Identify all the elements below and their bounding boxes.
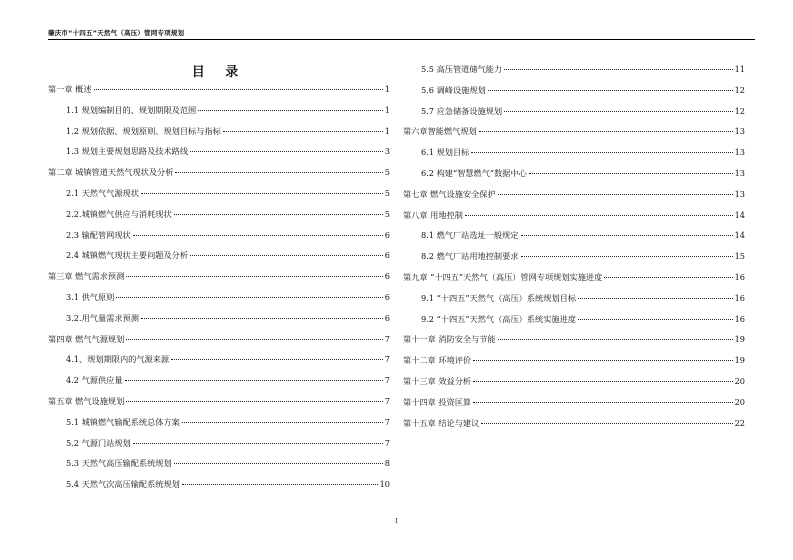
dot-leader — [529, 173, 733, 174]
dot-leader — [465, 215, 733, 216]
toc-entry-chapter[interactable] — [403, 334, 745, 355]
dot-leader — [126, 339, 382, 340]
toc-entry-chapter[interactable] — [403, 189, 745, 210]
toc-entry-section[interactable] — [48, 250, 390, 271]
toc-entry-page: 13 — [734, 167, 745, 178]
toc-entry-section[interactable] — [48, 230, 390, 251]
toc-entry-text: 第九章 “十四五”天然气（高压）管网专项规划实施进度 — [403, 271, 603, 282]
toc-entry-text: 第八章 用地控制 — [403, 209, 463, 220]
toc-entry-section[interactable] — [403, 168, 745, 189]
toc-entry-text: 4.2 气源供应量 — [66, 375, 123, 386]
toc-entry-section[interactable] — [403, 106, 745, 127]
toc-entry-page: 16 — [734, 271, 745, 282]
toc-entry-chapter[interactable] — [48, 396, 390, 417]
dot-leader — [521, 235, 733, 236]
toc-entry-text: 6.1 规划目标 — [421, 147, 470, 158]
toc-entry-section[interactable] — [403, 64, 745, 85]
toc-entry-text: 2.2.城镇燃气供应与消耗现状 — [66, 208, 172, 219]
toc-entry-text: 3.2.用气量需求预测 — [66, 312, 139, 323]
dot-leader — [498, 339, 733, 340]
toc-entry-page: 19 — [734, 334, 745, 345]
toc-entry-chapter[interactable] — [48, 271, 390, 292]
dot-leader — [126, 401, 382, 402]
toc-entry-section[interactable] — [48, 438, 390, 459]
toc-entry-page: 14 — [734, 209, 745, 220]
dot-leader — [174, 463, 383, 464]
header-rule — [48, 39, 755, 40]
dot-leader — [473, 360, 732, 361]
toc-entry-text: 5.4 天然气次高压输配系统规划 — [66, 479, 180, 490]
document-header: 肇庆市“十四五”天然气（高压）管网专项规划 — [48, 29, 185, 37]
toc-entry-page: 7 — [384, 375, 390, 386]
dot-leader — [578, 319, 733, 320]
toc-entry-page: 13 — [734, 126, 745, 137]
toc-entry-text: 2.3 输配管网现状 — [66, 229, 131, 240]
dot-leader — [473, 381, 732, 382]
toc-entry-page: 20 — [734, 396, 745, 407]
toc-entry-text: 2.1 天然气气源现状 — [66, 187, 139, 198]
toc-entry-page: 1 — [384, 125, 390, 136]
toc-entry-page: 10 — [379, 479, 390, 490]
toc-entry-page: 19 — [734, 355, 745, 366]
toc-entry-text: 5.1 城镇燃气输配系统总体方案 — [66, 416, 180, 427]
toc-entry-text: 第五章 燃气设施规划 — [48, 395, 125, 406]
toc-entry-page: 22 — [734, 417, 745, 428]
toc-entry-chapter[interactable] — [403, 376, 745, 397]
toc-entry-page: 6 — [384, 291, 390, 302]
toc-entry-page: 6 — [384, 271, 390, 282]
toc-entry-text: 第十四章 投资匡算 — [403, 396, 472, 407]
dot-leader — [504, 111, 732, 112]
toc-entry-text: 5.7 应急储备设施规划 — [421, 105, 503, 116]
toc-entry-page: 1 — [384, 84, 390, 94]
toc-left-column — [48, 84, 390, 500]
toc-entry-section[interactable] — [48, 105, 390, 126]
toc-entry-chapter[interactable] — [403, 418, 745, 439]
toc-entry-page: 13 — [734, 188, 745, 199]
toc-entry-page: 5 — [384, 167, 390, 178]
toc-entry-section[interactable] — [48, 188, 390, 209]
toc-entry-text: 1.2 规划依据、规划原则、规划目标与指标 — [66, 125, 221, 136]
toc-entry-text: 1.3 规划主要规划思路及技术路线 — [66, 146, 189, 157]
toc-entry-text: 第十五章 结论与建议 — [403, 417, 480, 428]
dot-leader — [133, 235, 383, 236]
toc-entry-page: 15 — [734, 251, 745, 262]
toc-entry-text: 第三章 燃气需求预测 — [48, 271, 125, 282]
toc-entry-section[interactable] — [403, 251, 745, 272]
toc-entry-page: 14 — [734, 230, 745, 241]
dot-leader — [182, 484, 378, 485]
toc-entry-chapter[interactable] — [403, 397, 745, 418]
dot-leader — [171, 359, 383, 360]
toc-right-column — [403, 64, 745, 438]
toc-entry-page: 20 — [734, 375, 745, 386]
dot-leader — [190, 151, 383, 152]
dot-leader — [182, 422, 383, 423]
toc-entry-page: 11 — [734, 64, 745, 74]
dot-leader — [126, 276, 382, 277]
toc-entry-text: 9.2 “十四五”天然气（高压）系统实施进度 — [421, 313, 576, 324]
page-number: I — [395, 518, 398, 525]
toc-entry-section[interactable] — [403, 314, 745, 335]
dot-leader — [198, 110, 383, 111]
dot-leader — [479, 131, 733, 132]
toc-entry-chapter[interactable] — [403, 126, 745, 147]
dot-leader — [190, 255, 383, 256]
toc-entry-page: 12 — [734, 84, 745, 95]
dot-leader — [133, 443, 383, 444]
toc-entry-text: 第七章 燃气设施安全保护 — [403, 188, 496, 199]
dot-leader — [223, 131, 383, 132]
toc-entry-text: 第二章 城镇管道天然气现状及分析 — [48, 167, 174, 178]
dot-leader — [604, 277, 732, 278]
dot-leader — [471, 152, 732, 153]
toc-entry-section[interactable] — [48, 417, 390, 438]
toc-entry-section[interactable] — [48, 146, 390, 167]
toc-entry-section[interactable] — [48, 126, 390, 147]
toc-entry-text: 第一章 概述 — [48, 84, 92, 94]
toc-title: 目 录 — [191, 65, 247, 80]
toc-entry-text: 5.5 高压管道储气能力 — [421, 64, 503, 74]
toc-entry-section[interactable] — [48, 313, 390, 334]
toc-entry-page: 7 — [384, 354, 390, 365]
dot-leader — [116, 297, 382, 298]
toc-entry-section[interactable] — [48, 209, 390, 230]
dot-leader — [504, 69, 732, 70]
toc-entry-text: 第十一章 消防安全与节能 — [403, 334, 496, 345]
dot-leader — [521, 256, 733, 257]
toc-entry-chapter[interactable] — [403, 272, 745, 293]
toc-entry-page: 12 — [734, 105, 745, 116]
toc-entry-page: 3 — [384, 146, 390, 157]
toc-entry-page: 7 — [384, 437, 390, 448]
toc-entry-section[interactable] — [48, 354, 390, 375]
dot-leader — [473, 402, 732, 403]
toc-entry-page: 16 — [734, 292, 745, 303]
toc-entry-text: 第六章智能燃气规划 — [403, 126, 477, 137]
toc-entry-section[interactable] — [403, 293, 745, 314]
toc-entry-section[interactable] — [48, 292, 390, 313]
toc-entry-chapter[interactable] — [48, 167, 390, 188]
dot-leader — [125, 380, 383, 381]
toc-entry-text: 第十二章 环境评价 — [403, 355, 472, 366]
toc-entry-text: 第十三章 效益分析 — [403, 375, 472, 386]
dot-leader — [175, 172, 382, 173]
toc-entry-page: 1 — [384, 104, 390, 115]
toc-entry-page: 7 — [384, 333, 390, 344]
dot-leader — [94, 89, 383, 90]
dot-leader — [141, 318, 383, 319]
toc-entry-text: 8.1 燃气厂站选址一般规定 — [421, 230, 519, 241]
toc-entry-text: 9.1 “十四五”天然气（高压）系统规划目标 — [421, 292, 576, 303]
dot-leader — [578, 298, 733, 299]
toc-entry-page: 7 — [384, 395, 390, 406]
toc-entry-section[interactable] — [403, 230, 745, 251]
toc-entry-text: 4.1、规划期限内的气源来源 — [66, 354, 170, 365]
toc-entry-chapter[interactable] — [48, 334, 390, 355]
dot-leader — [481, 423, 732, 424]
toc-entry-page: 8 — [384, 458, 390, 469]
dot-leader — [174, 214, 383, 215]
toc-entry-page: 13 — [734, 147, 745, 158]
dot-leader — [488, 90, 733, 91]
toc-entry-section[interactable] — [403, 85, 745, 106]
toc-entry-page: 5 — [384, 187, 390, 198]
toc-entry-text: 5.2 气源门站规划 — [66, 437, 131, 448]
toc-entry-section[interactable] — [48, 479, 390, 500]
toc-entry-section[interactable] — [403, 147, 745, 168]
toc-entry-text: 5.6 调峰设施规划 — [421, 84, 486, 95]
toc-entry-chapter[interactable] — [48, 84, 390, 105]
toc-entry-text: 1.1 规划编制目的、规划期限及范围 — [66, 104, 197, 115]
dot-leader — [141, 193, 383, 194]
toc-entry-chapter[interactable] — [403, 355, 745, 376]
toc-entry-page: 6 — [384, 229, 390, 240]
toc-entry-page: 6 — [384, 312, 390, 323]
toc-entry-text: 第四章 燃气气源规划 — [48, 333, 125, 344]
toc-entry-page: 6 — [384, 250, 390, 261]
toc-entry-section[interactable] — [48, 458, 390, 479]
toc-entry-page: 16 — [734, 313, 745, 324]
toc-entry-chapter[interactable] — [403, 210, 745, 231]
toc-entry-text: 3.1 供气原则 — [66, 291, 115, 302]
toc-entry-page: 7 — [384, 416, 390, 427]
toc-entry-section[interactable] — [48, 375, 390, 396]
toc-entry-text: 5.3 天然气高压输配系统规划 — [66, 458, 172, 469]
toc-entry-text: 2.4 城镇燃气现状主要问题及分析 — [66, 250, 189, 261]
toc-entry-text: 8.2 燃气厂站用地控制要求 — [421, 251, 519, 262]
dot-leader — [498, 194, 733, 195]
toc-entry-text: 6.2 构建“智慧燃气”数据中心 — [421, 167, 527, 178]
toc-entry-page: 5 — [384, 208, 390, 219]
